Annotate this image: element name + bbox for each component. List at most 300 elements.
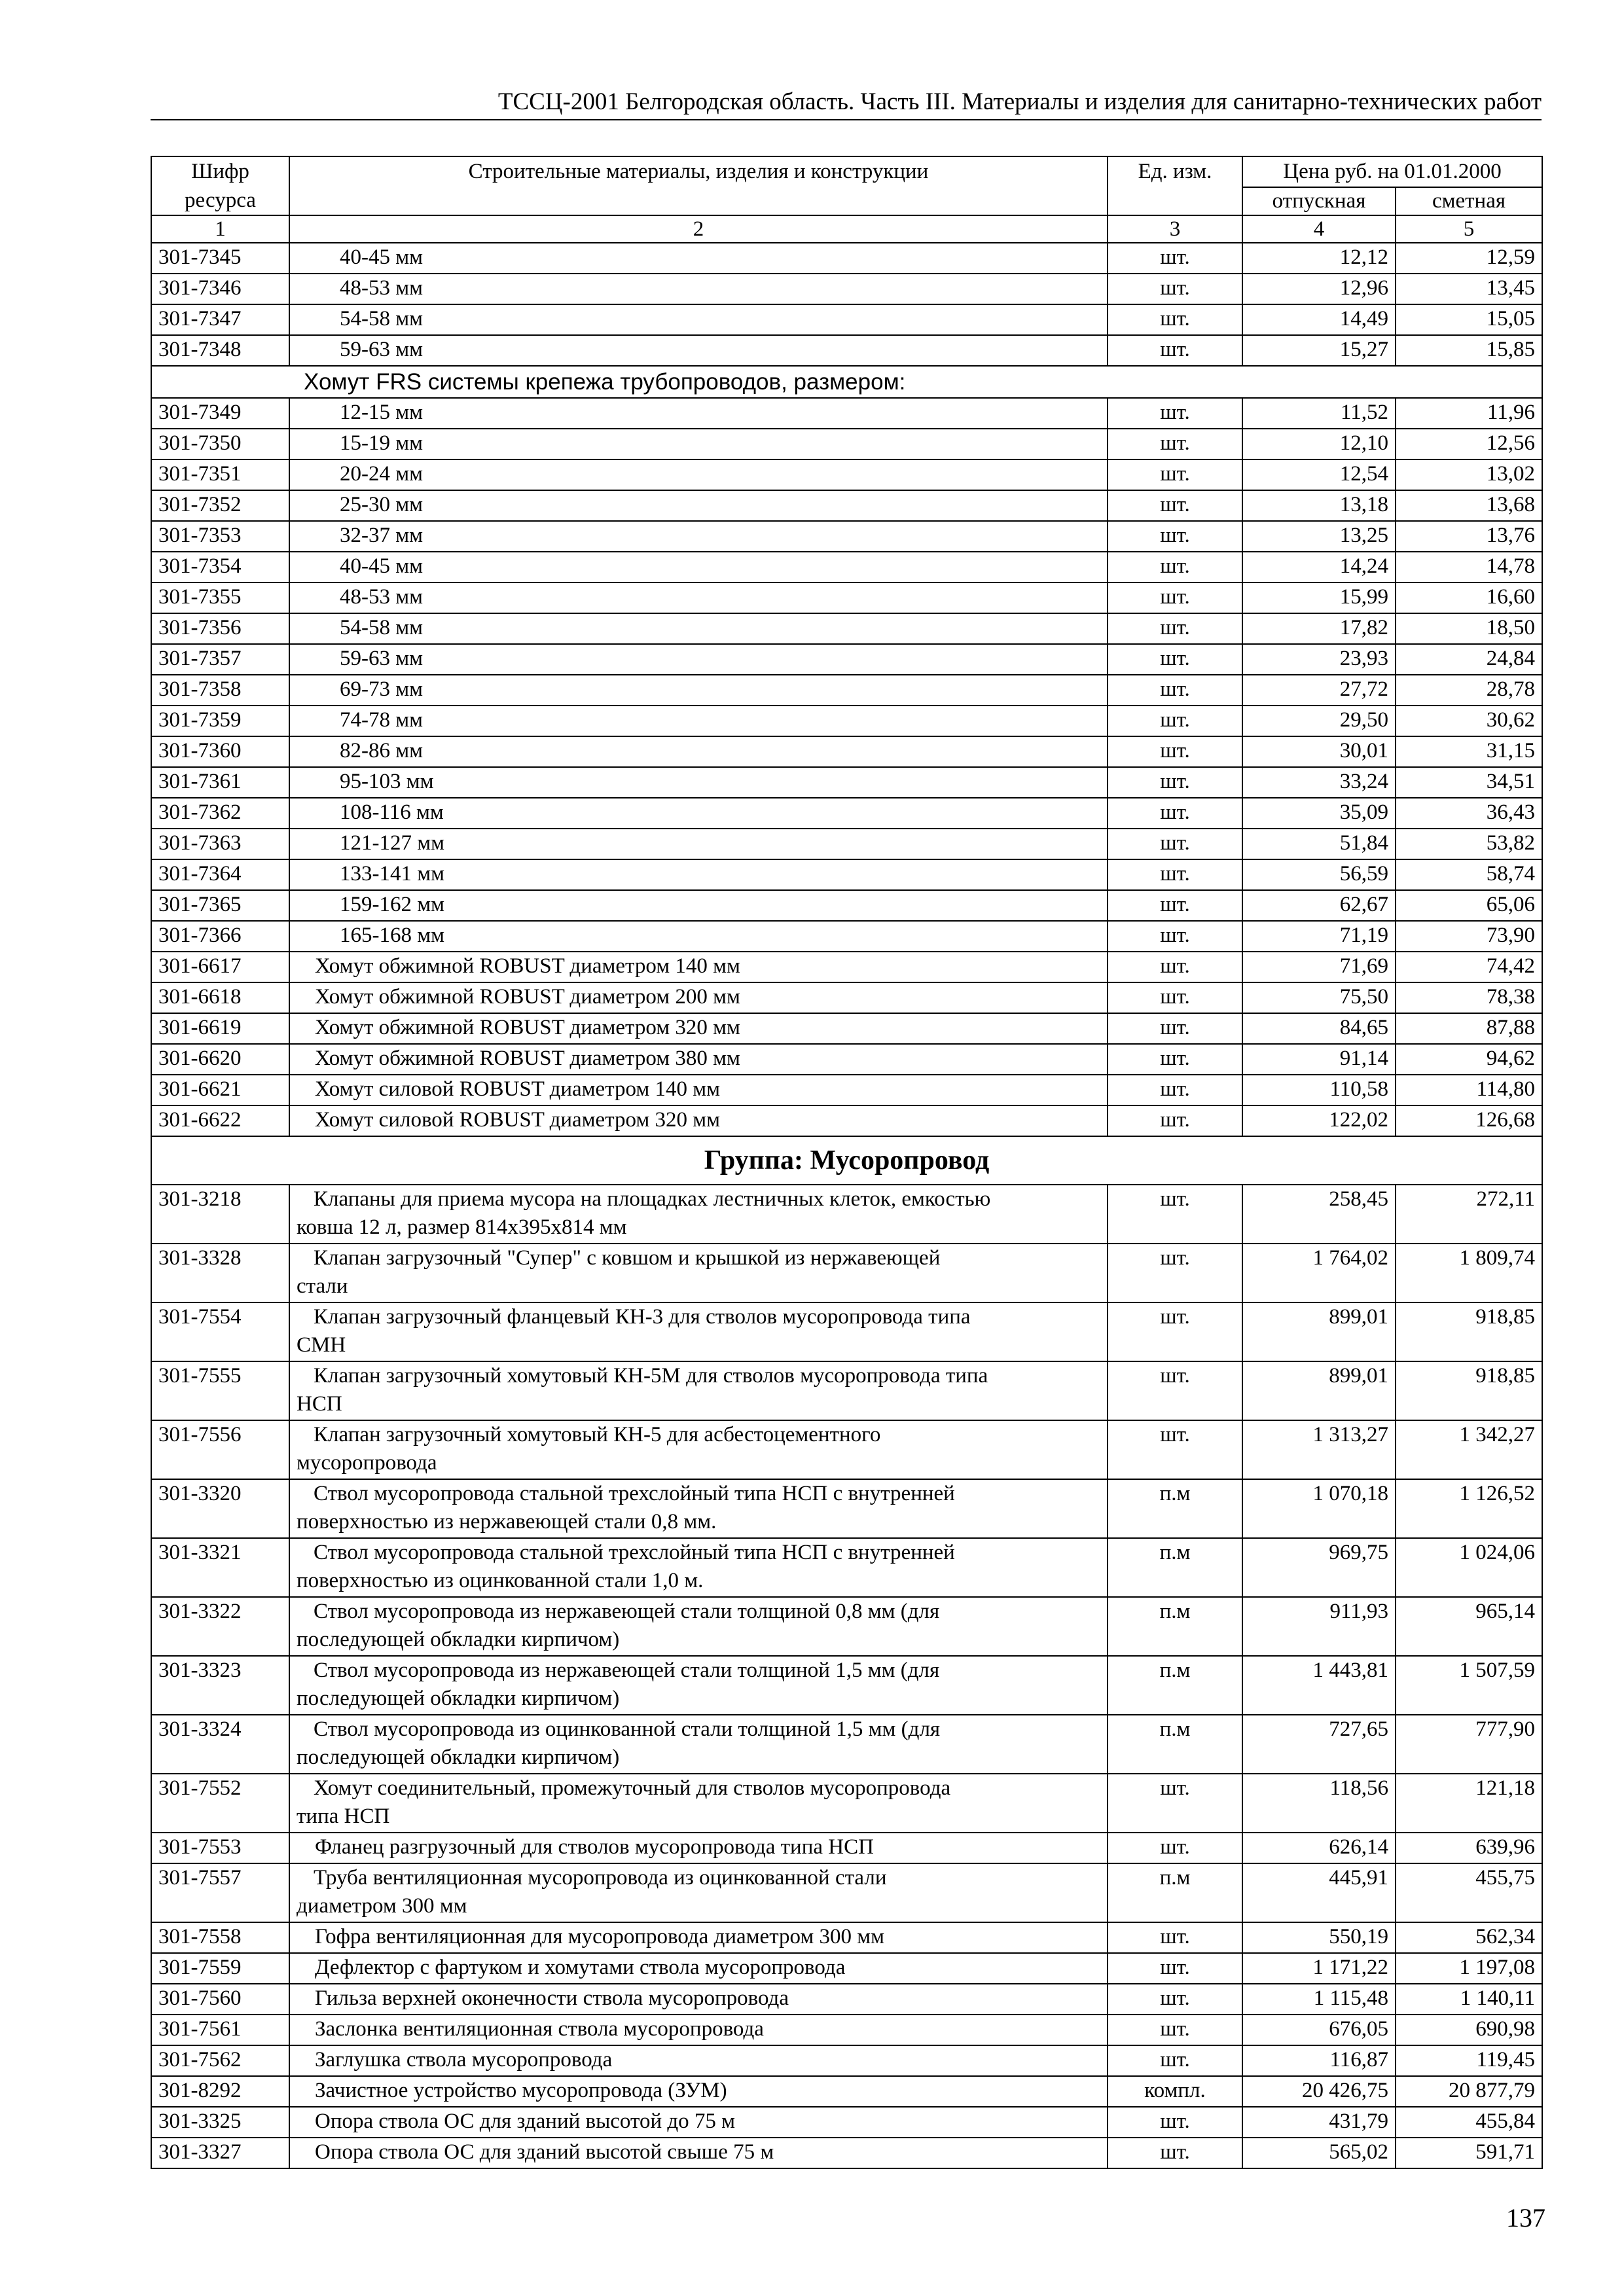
- release-price: 12,96: [1242, 274, 1396, 304]
- release-price: 11,52: [1242, 398, 1396, 429]
- header-rule: [151, 119, 1542, 120]
- section-title: Хомут FRS системы крепежа трубопроводов, размером:: [151, 366, 1542, 398]
- release-price: 30,01: [1242, 736, 1396, 767]
- unit: шт.: [1108, 613, 1242, 644]
- resource-code: 301-7349: [151, 398, 289, 429]
- unit: шт.: [1108, 1774, 1242, 1833]
- material-name-line: НСП: [297, 1392, 342, 1416]
- resource-code: 301-3327: [151, 2138, 289, 2168]
- column-number: 5: [1396, 215, 1542, 243]
- release-price: 14,49: [1242, 304, 1396, 335]
- release-price: 116,87: [1242, 2045, 1396, 2076]
- release-price: 676,05: [1242, 2015, 1396, 2045]
- table-row: [151, 1774, 1542, 1833]
- unit: шт.: [1108, 982, 1242, 1013]
- estimate-price: 918,85: [1396, 1361, 1542, 1420]
- unit: шт.: [1108, 798, 1242, 829]
- unit: шт.: [1108, 274, 1242, 304]
- resource-code: 301-7347: [151, 304, 289, 335]
- material-name: Опора ствола ОС для зданий высотой до 75 м: [289, 2107, 1108, 2138]
- estimate-price: 12,56: [1396, 429, 1542, 459]
- resource-code: 301-7560: [151, 1984, 289, 2015]
- material-name: 133-141 мм: [289, 859, 1108, 890]
- release-price: 1 313,27: [1242, 1420, 1396, 1479]
- unit: шт.: [1108, 736, 1242, 767]
- estimate-price: 11,96: [1396, 398, 1542, 429]
- estimate-price: 1 024,06: [1396, 1538, 1542, 1597]
- estimate-price: 15,05: [1396, 304, 1542, 335]
- estimate-price: 13,02: [1396, 459, 1542, 490]
- page-number: 137: [1506, 2203, 1545, 2233]
- material-name: 48-53 мм: [289, 583, 1108, 613]
- material-name-line: ковша 12 л, размер 814x395x814 мм: [297, 1215, 627, 1239]
- unit: шт.: [1108, 1984, 1242, 2015]
- material-name-line: последующей обкладки кирпичом): [297, 1628, 620, 1651]
- release-price: 12,10: [1242, 429, 1396, 459]
- estimate-price: 36,43: [1396, 798, 1542, 829]
- material-name: [289, 1185, 1108, 1244]
- estimate-price: 31,15: [1396, 736, 1542, 767]
- table-row: [151, 1715, 1542, 1774]
- material-name-line: диаметром 300 мм: [297, 1894, 467, 1918]
- material-name-line: Ствол мусоропровода стальной трехслойный типа НСП с внутренней: [314, 1482, 955, 1505]
- unit: шт.: [1108, 1105, 1242, 1136]
- unit: шт.: [1108, 1833, 1242, 1863]
- material-name: Дефлектор с фартуком и хомутами ствола мусоропровода: [289, 1953, 1108, 1984]
- unit: шт.: [1108, 1420, 1242, 1479]
- release-price: 71,69: [1242, 952, 1396, 982]
- resource-code: 301-7366: [151, 921, 289, 952]
- release-price: 13,18: [1242, 490, 1396, 521]
- unit: шт.: [1108, 1244, 1242, 1302]
- material-name: [289, 1774, 1108, 1833]
- resource-code: 301-7346: [151, 274, 289, 304]
- unit: шт.: [1108, 2107, 1242, 2138]
- material-name: [289, 1863, 1108, 1922]
- release-price: 15,27: [1242, 335, 1396, 366]
- estimate-price: 94,62: [1396, 1044, 1542, 1075]
- estimate-price: 777,90: [1396, 1715, 1542, 1774]
- resource-code: 301-7553: [151, 1833, 289, 1863]
- material-name: Хомут силовой ROBUST диаметром 140 мм: [289, 1075, 1108, 1105]
- column-header-name: Строительные материалы, изделия и конструкции: [289, 156, 1108, 215]
- resource-code: 301-6618: [151, 982, 289, 1013]
- material-name: Хомут обжимной ROBUST диаметром 140 мм: [289, 952, 1108, 982]
- resource-code: 301-7552: [151, 1774, 289, 1833]
- table-row: [151, 1302, 1542, 1361]
- estimate-price: 28,78: [1396, 675, 1542, 706]
- release-price: 727,65: [1242, 1715, 1396, 1774]
- table-row: [151, 1922, 1542, 1953]
- column-number: 2: [289, 215, 1108, 243]
- material-name: 20-24 мм: [289, 459, 1108, 490]
- resource-code: 301-3324: [151, 1715, 289, 1774]
- material-name-line: поверхностью из оцинкованной стали 1,0 м.: [297, 1569, 704, 1592]
- unit: п.м: [1108, 1715, 1242, 1774]
- resource-code: 301-6619: [151, 1013, 289, 1044]
- estimate-price: 1 342,27: [1396, 1420, 1542, 1479]
- material-name: Хомут обжимной ROBUST диаметром 320 мм: [289, 1013, 1108, 1044]
- unit: п.м: [1108, 1479, 1242, 1538]
- release-price: 110,58: [1242, 1075, 1396, 1105]
- material-name-line: поверхностью из нержавеющей стали 0,8 мм.: [297, 1510, 717, 1534]
- material-name: 108-116 мм: [289, 798, 1108, 829]
- unit: шт.: [1108, 335, 1242, 366]
- material-name: [289, 1597, 1108, 1656]
- estimate-price: 126,68: [1396, 1105, 1542, 1136]
- material-name-line: мусоропровода: [297, 1451, 437, 1475]
- material-name: Гофра вентиляционная для мусоропровода диаметром 300 мм: [289, 1922, 1108, 1953]
- estimate-price: 455,75: [1396, 1863, 1542, 1922]
- release-price: 969,75: [1242, 1538, 1396, 1597]
- estimate-price: 73,90: [1396, 921, 1542, 952]
- release-price: 122,02: [1242, 1105, 1396, 1136]
- release-price: 911,93: [1242, 1597, 1396, 1656]
- estimate-price: 12,59: [1396, 243, 1542, 274]
- estimate-price: 562,34: [1396, 1922, 1542, 1953]
- table-row: [151, 2076, 1542, 2107]
- unit: шт.: [1108, 859, 1242, 890]
- material-name-line: Ствол мусоропровода из оцинкованной стали толщиной 1,5 мм (для: [314, 1717, 941, 1741]
- release-price: 29,50: [1242, 706, 1396, 736]
- estimate-price: 30,62: [1396, 706, 1542, 736]
- release-price: 899,01: [1242, 1361, 1396, 1420]
- material-name-line: последующей обкладки кирпичом): [297, 1687, 620, 1710]
- column-number: 4: [1242, 215, 1396, 243]
- material-name: [289, 1302, 1108, 1361]
- table-row: [151, 921, 1542, 952]
- unit: шт.: [1108, 890, 1242, 921]
- material-name: [289, 1479, 1108, 1538]
- resource-code: 301-7362: [151, 798, 289, 829]
- resource-code: 301-7352: [151, 490, 289, 521]
- unit: шт.: [1108, 490, 1242, 521]
- unit: шт.: [1108, 459, 1242, 490]
- material-name: 121-127 мм: [289, 829, 1108, 859]
- material-name: Хомут силовой ROBUST диаметром 320 мм: [289, 1105, 1108, 1136]
- estimate-price: 53,82: [1396, 829, 1542, 859]
- unit: шт.: [1108, 921, 1242, 952]
- estimate-price: 121,18: [1396, 1774, 1542, 1833]
- release-price: 1 171,22: [1242, 1953, 1396, 1984]
- table-row: [151, 890, 1542, 921]
- estimate-price: 965,14: [1396, 1597, 1542, 1656]
- table-row: [151, 1863, 1542, 1922]
- release-price: 15,99: [1242, 583, 1396, 613]
- material-name-line: Ствол мусоропровода стальной трехслойный типа НСП с внутренней: [314, 1541, 955, 1564]
- table-row: [151, 2015, 1542, 2045]
- estimate-price: 114,80: [1396, 1075, 1542, 1105]
- material-name-line: Клапан загрузочный хомутовый КН-5М для стволов мусоропровода типа: [314, 1364, 988, 1388]
- release-price: 35,09: [1242, 798, 1396, 829]
- resource-code: 301-8292: [151, 2076, 289, 2107]
- resource-code: 301-7363: [151, 829, 289, 859]
- section-row: [151, 366, 1542, 398]
- table-row: [151, 583, 1542, 613]
- table-row: [151, 736, 1542, 767]
- release-price: 84,65: [1242, 1013, 1396, 1044]
- estimate-price: 1 507,59: [1396, 1656, 1542, 1715]
- unit: шт.: [1108, 2015, 1242, 2045]
- table-row: [151, 459, 1542, 490]
- release-price: 33,24: [1242, 767, 1396, 798]
- estimate-price: 15,85: [1396, 335, 1542, 366]
- resource-code: 301-7361: [151, 767, 289, 798]
- material-name: Заглушка ствола мусоропровода: [289, 2045, 1108, 2076]
- estimate-price: 16,60: [1396, 583, 1542, 613]
- unit: шт.: [1108, 706, 1242, 736]
- material-name: 40-45 мм: [289, 552, 1108, 583]
- estimate-price: 58,74: [1396, 859, 1542, 890]
- material-name: [289, 1244, 1108, 1302]
- table-row: [151, 304, 1542, 335]
- table-row: [151, 675, 1542, 706]
- table-row: [151, 1538, 1542, 1597]
- material-name: [289, 1420, 1108, 1479]
- unit: шт.: [1108, 1044, 1242, 1075]
- unit: п.м: [1108, 1597, 1242, 1656]
- material-name-line: Клапан загрузочный фланцевый КН-3 для стволов мусоропровода типа: [314, 1305, 971, 1329]
- unit: шт.: [1108, 583, 1242, 613]
- resource-code: 301-7365: [151, 890, 289, 921]
- resource-code: 301-7559: [151, 1953, 289, 1984]
- table-row: [151, 859, 1542, 890]
- estimate-price: 119,45: [1396, 2045, 1542, 2076]
- estimate-price: 455,84: [1396, 2107, 1542, 2138]
- column-header-release: отпускная: [1242, 187, 1396, 215]
- resource-code: 301-7364: [151, 859, 289, 890]
- release-price: 62,67: [1242, 890, 1396, 921]
- table-row: [151, 490, 1542, 521]
- release-price: 118,56: [1242, 1774, 1396, 1833]
- material-name-line: последующей обкладки кирпичом): [297, 1746, 620, 1769]
- resource-code: 301-7358: [151, 675, 289, 706]
- table-row: [151, 1075, 1542, 1105]
- material-name-line: Клапан загрузочный "Супер" с ковшом и крышкой из нержавеющей: [314, 1246, 941, 1270]
- unit: шт.: [1108, 1075, 1242, 1105]
- unit: п.м: [1108, 1656, 1242, 1715]
- release-price: 56,59: [1242, 859, 1396, 890]
- table-row: [151, 952, 1542, 982]
- unit: шт.: [1108, 304, 1242, 335]
- estimate-price: 20 877,79: [1396, 2076, 1542, 2107]
- estimate-price: 13,45: [1396, 274, 1542, 304]
- release-price: 91,14: [1242, 1044, 1396, 1075]
- resource-code: 301-6617: [151, 952, 289, 982]
- resource-code: 301-7554: [151, 1302, 289, 1361]
- estimate-price: 918,85: [1396, 1302, 1542, 1361]
- unit: шт.: [1108, 521, 1242, 552]
- resource-code: 301-7562: [151, 2045, 289, 2076]
- table-row: [151, 613, 1542, 644]
- column-header-code: Шифр ресурса: [151, 156, 289, 215]
- table-row: [151, 552, 1542, 583]
- resource-code: 301-7357: [151, 644, 289, 675]
- material-name: Опора ствола ОС для зданий высотой свыше 75 м: [289, 2138, 1108, 2168]
- material-name-line: СМН: [297, 1333, 346, 1357]
- material-name: 82-86 мм: [289, 736, 1108, 767]
- material-name: 59-63 мм: [289, 335, 1108, 366]
- resource-code: 301-7348: [151, 335, 289, 366]
- resource-code: 301-7350: [151, 429, 289, 459]
- table-row: [151, 644, 1542, 675]
- material-name: 54-58 мм: [289, 613, 1108, 644]
- release-price: 23,93: [1242, 644, 1396, 675]
- material-name: 15-19 мм: [289, 429, 1108, 459]
- material-name: 54-58 мм: [289, 304, 1108, 335]
- material-name: [289, 1361, 1108, 1420]
- release-price: 27,72: [1242, 675, 1396, 706]
- material-name: 165-168 мм: [289, 921, 1108, 952]
- estimate-price: 74,42: [1396, 952, 1542, 982]
- estimate-price: 14,78: [1396, 552, 1542, 583]
- table-row: [151, 1597, 1542, 1656]
- unit: шт.: [1108, 675, 1242, 706]
- unit: компл.: [1108, 2076, 1242, 2107]
- table-row: [151, 1013, 1542, 1044]
- material-name: Хомут обжимной ROBUST диаметром 200 мм: [289, 982, 1108, 1013]
- material-name-line: Ствол мусоропровода из нержавеющей стали толщиной 0,8 мм (для: [314, 1600, 940, 1623]
- release-price: 431,79: [1242, 2107, 1396, 2138]
- material-name-line: стали: [297, 1274, 348, 1298]
- material-name: 25-30 мм: [289, 490, 1108, 521]
- table-row: [151, 1105, 1542, 1136]
- resource-code: 301-7351: [151, 459, 289, 490]
- unit: шт.: [1108, 552, 1242, 583]
- material-name: Гильза верхней оконечности ствола мусоропровода: [289, 1984, 1108, 2015]
- estimate-price: 272,11: [1396, 1185, 1542, 1244]
- estimate-price: 1 197,08: [1396, 1953, 1542, 1984]
- release-price: 51,84: [1242, 829, 1396, 859]
- table-row: [151, 1044, 1542, 1075]
- resource-code: 301-7359: [151, 706, 289, 736]
- column-number: 1: [151, 215, 289, 243]
- table-row: [151, 398, 1542, 429]
- estimate-price: 65,06: [1396, 890, 1542, 921]
- release-price: 12,12: [1242, 243, 1396, 274]
- table-row: [151, 429, 1542, 459]
- resource-code: 301-7555: [151, 1361, 289, 1420]
- table-body: [151, 243, 1542, 2168]
- unit: шт.: [1108, 1185, 1242, 1244]
- resource-code: 301-7561: [151, 2015, 289, 2045]
- unit: шт.: [1108, 429, 1242, 459]
- material-name: Хомут обжимной ROBUST диаметром 380 мм: [289, 1044, 1108, 1075]
- material-name-line: Труба вентиляционная мусоропровода из оцинкованной стали: [314, 1866, 887, 1890]
- table-row: [151, 2107, 1542, 2138]
- table-row: [151, 1244, 1542, 1302]
- material-name-line: Клапан загрузочный хомутовый КН-5 для асбестоцементного: [314, 1423, 881, 1446]
- release-price: 899,01: [1242, 1302, 1396, 1361]
- resource-code: 301-7558: [151, 1922, 289, 1953]
- estimate-price: 78,38: [1396, 982, 1542, 1013]
- resource-code: 301-3321: [151, 1538, 289, 1597]
- page-header: ТССЦ-2001 Белгородская область. Часть III. Материалы и изделия для санитарно-технических работ: [497, 88, 1542, 115]
- release-price: 12,54: [1242, 459, 1396, 490]
- unit: шт.: [1108, 1953, 1242, 1984]
- unit: шт.: [1108, 243, 1242, 274]
- table-row: [151, 1833, 1542, 1863]
- material-name: 69-73 мм: [289, 675, 1108, 706]
- resource-code: 301-7355: [151, 583, 289, 613]
- resource-code: 301-7345: [151, 243, 289, 274]
- unit: шт.: [1108, 1013, 1242, 1044]
- unit: шт.: [1108, 2138, 1242, 2168]
- resource-code: 301-3328: [151, 1244, 289, 1302]
- group-row: [151, 1136, 1542, 1185]
- unit: п.м: [1108, 1863, 1242, 1922]
- table-row: [151, 1953, 1542, 1984]
- material-name: 159-162 мм: [289, 890, 1108, 921]
- estimate-price: 591,71: [1396, 2138, 1542, 2168]
- table-row: [151, 1185, 1542, 1244]
- estimate-price: 18,50: [1396, 613, 1542, 644]
- release-price: 258,45: [1242, 1185, 1396, 1244]
- release-price: 13,25: [1242, 521, 1396, 552]
- table-row: [151, 1656, 1542, 1715]
- table-row: [151, 2138, 1542, 2168]
- resource-code: 301-7557: [151, 1863, 289, 1922]
- estimate-price: 1 809,74: [1396, 1244, 1542, 1302]
- unit: шт.: [1108, 952, 1242, 982]
- material-name: 95-103 мм: [289, 767, 1108, 798]
- table-row: [151, 767, 1542, 798]
- price-table: [151, 156, 1543, 2169]
- estimate-price: 87,88: [1396, 1013, 1542, 1044]
- resource-code: 301-7354: [151, 552, 289, 583]
- release-price: 71,19: [1242, 921, 1396, 952]
- unit: шт.: [1108, 2045, 1242, 2076]
- release-price: 1 070,18: [1242, 1479, 1396, 1538]
- column-header-unit: Ед. изм.: [1108, 156, 1242, 215]
- estimate-price: 13,68: [1396, 490, 1542, 521]
- material-name: 12-15 мм: [289, 398, 1108, 429]
- release-price: 445,91: [1242, 1863, 1396, 1922]
- resource-code: 301-7556: [151, 1420, 289, 1479]
- resource-code: 301-3323: [151, 1656, 289, 1715]
- unit: шт.: [1108, 1922, 1242, 1953]
- resource-code: 301-3320: [151, 1479, 289, 1538]
- estimate-price: 690,98: [1396, 2015, 1542, 2045]
- resource-code: 301-6620: [151, 1044, 289, 1075]
- release-price: 75,50: [1242, 982, 1396, 1013]
- estimate-price: 34,51: [1396, 767, 1542, 798]
- material-name-line: Клапаны для приема мусора на площадках лестничных клеток, емкостью: [314, 1187, 991, 1211]
- group-title: Группа: Мусоропровод: [151, 1136, 1542, 1185]
- material-name-line: Ствол мусоропровода из нержавеющей стали толщиной 1,5 мм (для: [314, 1659, 940, 1682]
- release-price: 550,19: [1242, 1922, 1396, 1953]
- table-row: [151, 1984, 1542, 2015]
- estimate-price: 24,84: [1396, 644, 1542, 675]
- resource-code: 301-3218: [151, 1185, 289, 1244]
- table-row: [151, 1479, 1542, 1538]
- table-row: [151, 706, 1542, 736]
- estimate-price: 1 126,52: [1396, 1479, 1542, 1538]
- table-row: [151, 798, 1542, 829]
- release-price: 626,14: [1242, 1833, 1396, 1863]
- release-price: 17,82: [1242, 613, 1396, 644]
- material-name: 40-45 мм: [289, 243, 1108, 274]
- material-name: 48-53 мм: [289, 274, 1108, 304]
- column-number: 3: [1108, 215, 1242, 243]
- resource-code: 301-3325: [151, 2107, 289, 2138]
- table-row: [151, 274, 1542, 304]
- resource-code: 301-6622: [151, 1105, 289, 1136]
- table-row: [151, 1420, 1542, 1479]
- resource-code: 301-6621: [151, 1075, 289, 1105]
- release-price: 14,24: [1242, 552, 1396, 583]
- resource-code: 301-7360: [151, 736, 289, 767]
